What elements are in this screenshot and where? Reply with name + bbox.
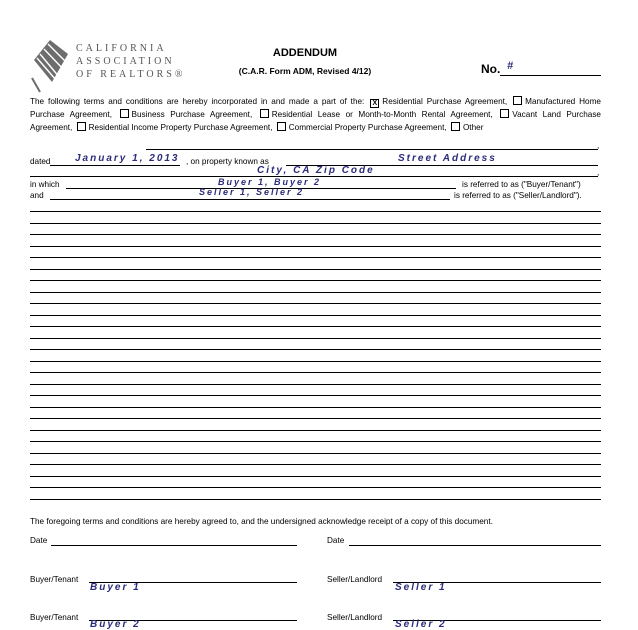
other-comma: , xyxy=(597,141,600,150)
ruled-line[interactable] xyxy=(30,372,601,373)
form-number-line[interactable] xyxy=(500,74,601,76)
checkbox-vacant-land[interactable] xyxy=(500,109,509,118)
checkbox-business-purchase[interactable] xyxy=(120,109,129,118)
dated-value[interactable]: January 1, 2013 xyxy=(75,153,180,164)
ruled-line[interactable] xyxy=(30,292,601,293)
and-label: and xyxy=(30,191,44,200)
checkbox-commercial-property[interactable] xyxy=(277,122,286,131)
city-comma: , xyxy=(597,168,600,177)
seller-2-name[interactable]: Seller 2 xyxy=(395,619,447,630)
city-value[interactable]: City, CA Zip Code xyxy=(257,165,375,176)
ruled-line[interactable] xyxy=(30,499,601,500)
street-value[interactable]: Street Address xyxy=(398,153,497,164)
seller-suffix: is referred to as ("Seller/Landlord"). xyxy=(454,191,582,200)
dated-line[interactable] xyxy=(50,165,180,166)
checkbox-residential-income[interactable] xyxy=(77,122,86,131)
ruled-line[interactable] xyxy=(30,315,601,316)
org-name xyxy=(76,42,185,81)
car-logo xyxy=(30,38,220,94)
ruled-line[interactable] xyxy=(30,453,601,454)
car-logo-icon xyxy=(30,38,72,94)
seller-landlord-label-2: Seller/Landlord xyxy=(327,613,383,622)
form-number-label: No. xyxy=(481,62,501,76)
ruled-line[interactable] xyxy=(30,257,601,258)
seller-date-label: Date xyxy=(327,536,345,545)
ruled-line[interactable] xyxy=(30,269,601,270)
option-business-purchase: Business Purchase Agreement, xyxy=(131,109,253,119)
in-which-label: in which xyxy=(30,180,60,189)
property-label: , on property known as xyxy=(186,157,269,166)
seller-line[interactable] xyxy=(50,199,450,200)
buyer-tenant-label-1: Buyer/Tenant xyxy=(30,575,79,584)
option-manufactured-home: Manufactured Home Purchase Agreement, xyxy=(30,97,601,119)
ruled-line[interactable] xyxy=(30,211,601,212)
ruled-line[interactable] xyxy=(30,464,601,465)
checkbox-residential-lease[interactable] xyxy=(260,109,269,118)
buyer-date-line[interactable] xyxy=(51,545,297,546)
org-name-line1: CALIFORNIA xyxy=(76,43,167,54)
seller-1-name[interactable]: Seller 1 xyxy=(395,582,447,593)
ruled-line[interactable] xyxy=(30,234,601,235)
option-residential-lease: Residential Lease or Month-to-Month Rental Agreement, xyxy=(271,109,493,119)
ruled-line[interactable] xyxy=(30,418,601,419)
checkbox-residential-purchase[interactable]: X xyxy=(370,99,379,108)
seller-value[interactable]: Seller 1, Seller 2 xyxy=(199,187,305,197)
ruled-line[interactable] xyxy=(30,326,601,327)
ruled-line[interactable] xyxy=(30,338,601,339)
seller-date-line[interactable] xyxy=(349,545,601,546)
form-number-value[interactable]: # xyxy=(507,60,514,72)
dated-label: dated xyxy=(30,157,51,166)
ruled-line[interactable] xyxy=(30,430,601,431)
ruled-line[interactable] xyxy=(30,361,601,362)
other-line[interactable] xyxy=(146,149,598,150)
form-title: ADDENDUM xyxy=(272,47,338,59)
option-residential-purchase: Residential Purchase Agreement, xyxy=(382,97,508,106)
org-name-line2: ASSOCIATION xyxy=(76,56,175,67)
option-commercial-property: Commercial Property Purchase Agreement, xyxy=(288,122,447,132)
ruled-line[interactable] xyxy=(30,395,601,396)
org-name-line3: OF REALTORS® xyxy=(76,69,186,80)
buyer-date-label: Date xyxy=(30,536,48,545)
ruled-line[interactable] xyxy=(30,441,601,442)
ruled-line[interactable] xyxy=(30,476,601,477)
ruled-line[interactable] xyxy=(30,223,601,224)
ruled-line[interactable] xyxy=(30,384,601,385)
form-subtitle: (C.A.R. Form ADM, Revised 4/12) xyxy=(238,66,372,76)
seller-landlord-label-1: Seller/Landlord xyxy=(327,575,383,584)
intro-lead: The following terms and conditions are hereby incorporated in and made a part of the: xyxy=(30,97,365,106)
buyer-value[interactable]: Buyer 1, Buyer 2 xyxy=(218,177,322,187)
agreement-type-paragraph xyxy=(30,96,601,134)
checkbox-manufactured-home[interactable] xyxy=(513,96,522,105)
buyer-1-name[interactable]: Buyer 1 xyxy=(90,582,141,593)
option-residential-income: Residential Income Property Purchase Agreement, xyxy=(88,122,273,132)
ruled-line[interactable] xyxy=(30,487,601,488)
buyer-tenant-label-2: Buyer/Tenant xyxy=(30,613,79,622)
buyer-2-name[interactable]: Buyer 2 xyxy=(90,619,141,630)
option-other: Other xyxy=(462,122,484,132)
ruled-line[interactable] xyxy=(30,349,601,350)
agreement-text: The foregoing terms and conditions are hereby agreed to, and the undersigned acknowledge receipt of a copy of this document. xyxy=(30,517,493,526)
ruled-line[interactable] xyxy=(30,407,601,408)
ruled-line[interactable] xyxy=(30,280,601,281)
buyer-suffix: is referred to as ("Buyer/Tenant") xyxy=(462,180,581,189)
ruled-line[interactable] xyxy=(30,246,601,247)
checkbox-other[interactable] xyxy=(451,122,460,131)
option-vacant-land: Vacant Land Purchase Agreement, xyxy=(30,109,601,132)
ruled-line[interactable] xyxy=(30,303,601,304)
